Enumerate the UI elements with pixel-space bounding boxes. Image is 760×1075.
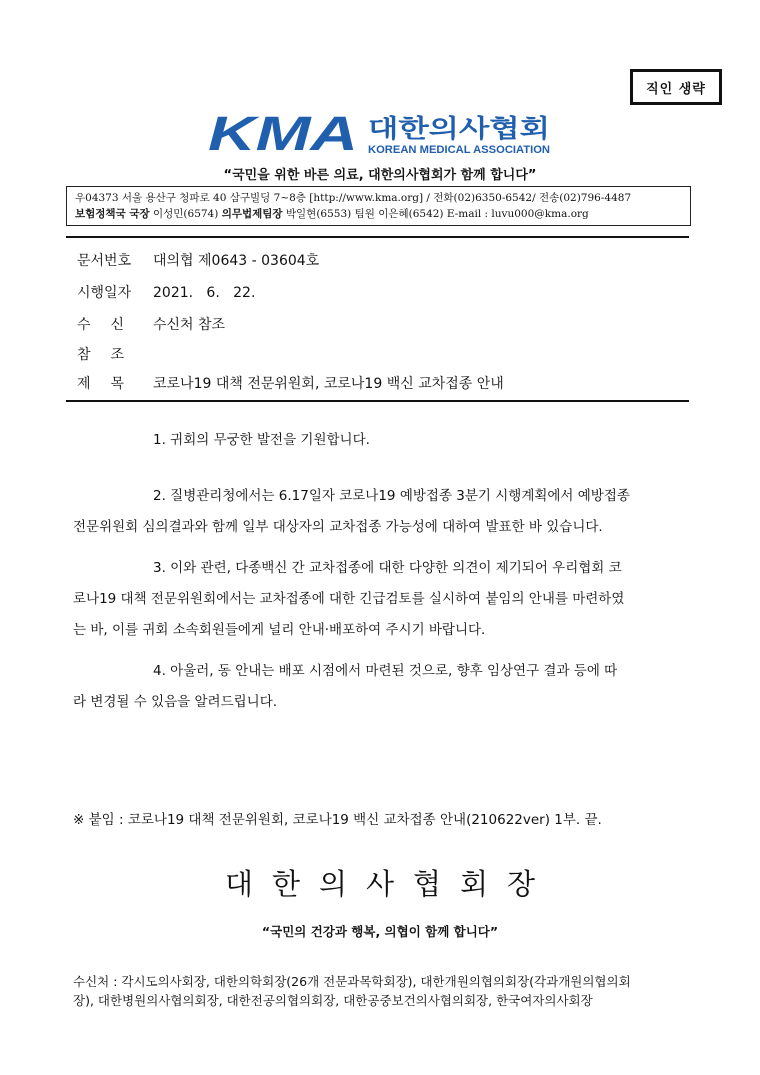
meta-subject-value: 코로나19 대책 전문위원회, 코로나19 백신 교차접종 안내	[153, 376, 504, 392]
body-p2-line-1: 2. 질병관리청에서는 6.17일자 코로나19 예방접종 3분기 시행계획에서 예방접종	[153, 488, 630, 504]
body-p3-line-3: 는 바, 이를 귀회 소속회원들에게 널리 안내·배포하여 주시기 바랍니다.	[73, 622, 486, 638]
meta-subject-label: 제목	[77, 376, 145, 392]
body-p4-line-2: 라 변경될 수 있음을 알려드립니다.	[73, 694, 278, 710]
meta-doc-no	[77, 250, 319, 270]
recipient-list-line-2: 장), 대한병원의사협의회장, 대한전공의협의회장, 대한공중보건의사협의회장, 한국여자의사회장	[73, 993, 593, 1008]
header-rule-top	[66, 236, 689, 238]
kma-logo	[208, 110, 553, 158]
meta-date	[77, 282, 255, 302]
body-p4-line-1: 4. 아울러, 동 안내는 배포 시점에서 마련된 것으로, 향후 임상연구 결과 등에 따	[153, 663, 618, 679]
kma-logo-name-en: KOREAN MEDICAL ASSOCIATION	[368, 144, 551, 156]
meta-recipient-label: 수신	[77, 317, 145, 333]
body-p2-line-2: 전문위원회 심의결과와 함께 일부 대상자의 교차접종 가능성에 대하여 발표한 바 있습니다.	[73, 519, 603, 535]
seal-omitted-box	[630, 69, 722, 105]
contact-staff-rest: 박일현(6553) 팀원 이은혜(6542) E-mail : luvu000@kma.org	[282, 208, 589, 220]
contact-person-1: 이성민(6574)	[149, 208, 222, 220]
contact-title-2: 의무법제팀장	[221, 208, 283, 220]
meta-reference-label: 참조	[77, 347, 145, 363]
contact-title-1: 보험정책국 국장	[75, 208, 150, 220]
header-rule-bottom	[66, 400, 689, 402]
attachment-note: ※ 붙임 : 코로나19 대책 전문위원회, 코로나19 백신 교차접종 안내(210622ver) 1부. 끝.	[73, 812, 602, 828]
contact-address-line: 우04373 서울 용산구 청파로 40 삼구빌딩 7~8층 [http://www.kma.org] / 전화(02)6350-6542/ 전송(02)796-4487	[75, 192, 632, 204]
meta-recipient	[77, 314, 225, 334]
body-p3-line-1: 3. 이와 관련, 다종백신 간 교차접종에 대한 다양한 의견이 제기되어 우리협회 코	[153, 560, 622, 576]
body-paragraph-4	[73, 656, 693, 718]
meta-recipient-value: 수신처 참조	[153, 317, 226, 333]
body-paragraph-3	[73, 553, 693, 646]
meta-doc-no-value: 대의협 제0643 - 03604호	[153, 253, 320, 269]
meta-doc-no-label: 문서번호	[77, 253, 132, 269]
recipient-list-line-1: 수신처 : 각시도의사회장, 대한의학회장(26개 전문과목학회장), 대한개원의협의회장(각과개원의협의회	[73, 974, 631, 989]
meta-subject	[77, 373, 504, 393]
meta-date-label: 시행일자	[77, 285, 132, 301]
body-paragraph-1	[73, 425, 693, 456]
meta-reference	[77, 344, 153, 364]
sender-name: 대한의사협회장	[224, 867, 555, 901]
contact-staff-line	[75, 206, 684, 223]
body-paragraph-2	[73, 481, 693, 543]
body-p1-line-1: 1. 귀회의 무궁한 발전을 기원합니다.	[153, 432, 370, 448]
slogan-top: “국민을 위한 바른 의료, 대한의사협회가 함께 합니다”	[223, 168, 537, 183]
meta-date-value: 2021. 6. 22.	[153, 285, 256, 301]
kma-logo-name-ko: 대한의사협회	[368, 114, 550, 143]
contact-box	[66, 186, 691, 226]
slogan-bottom: “국민의 건강과 행복, 의협이 함께 합니다”	[261, 924, 499, 939]
seal-omitted-label: 직인 생략	[646, 81, 706, 97]
kma-logo-mark: KMA	[208, 110, 358, 158]
body-p3-line-2: 로나19 대책 전문위원회에서는 교차접종에 대한 긴급검토를 실시하여 붙임의 안내를 마련하였	[73, 591, 625, 607]
recipient-list	[73, 972, 698, 1010]
